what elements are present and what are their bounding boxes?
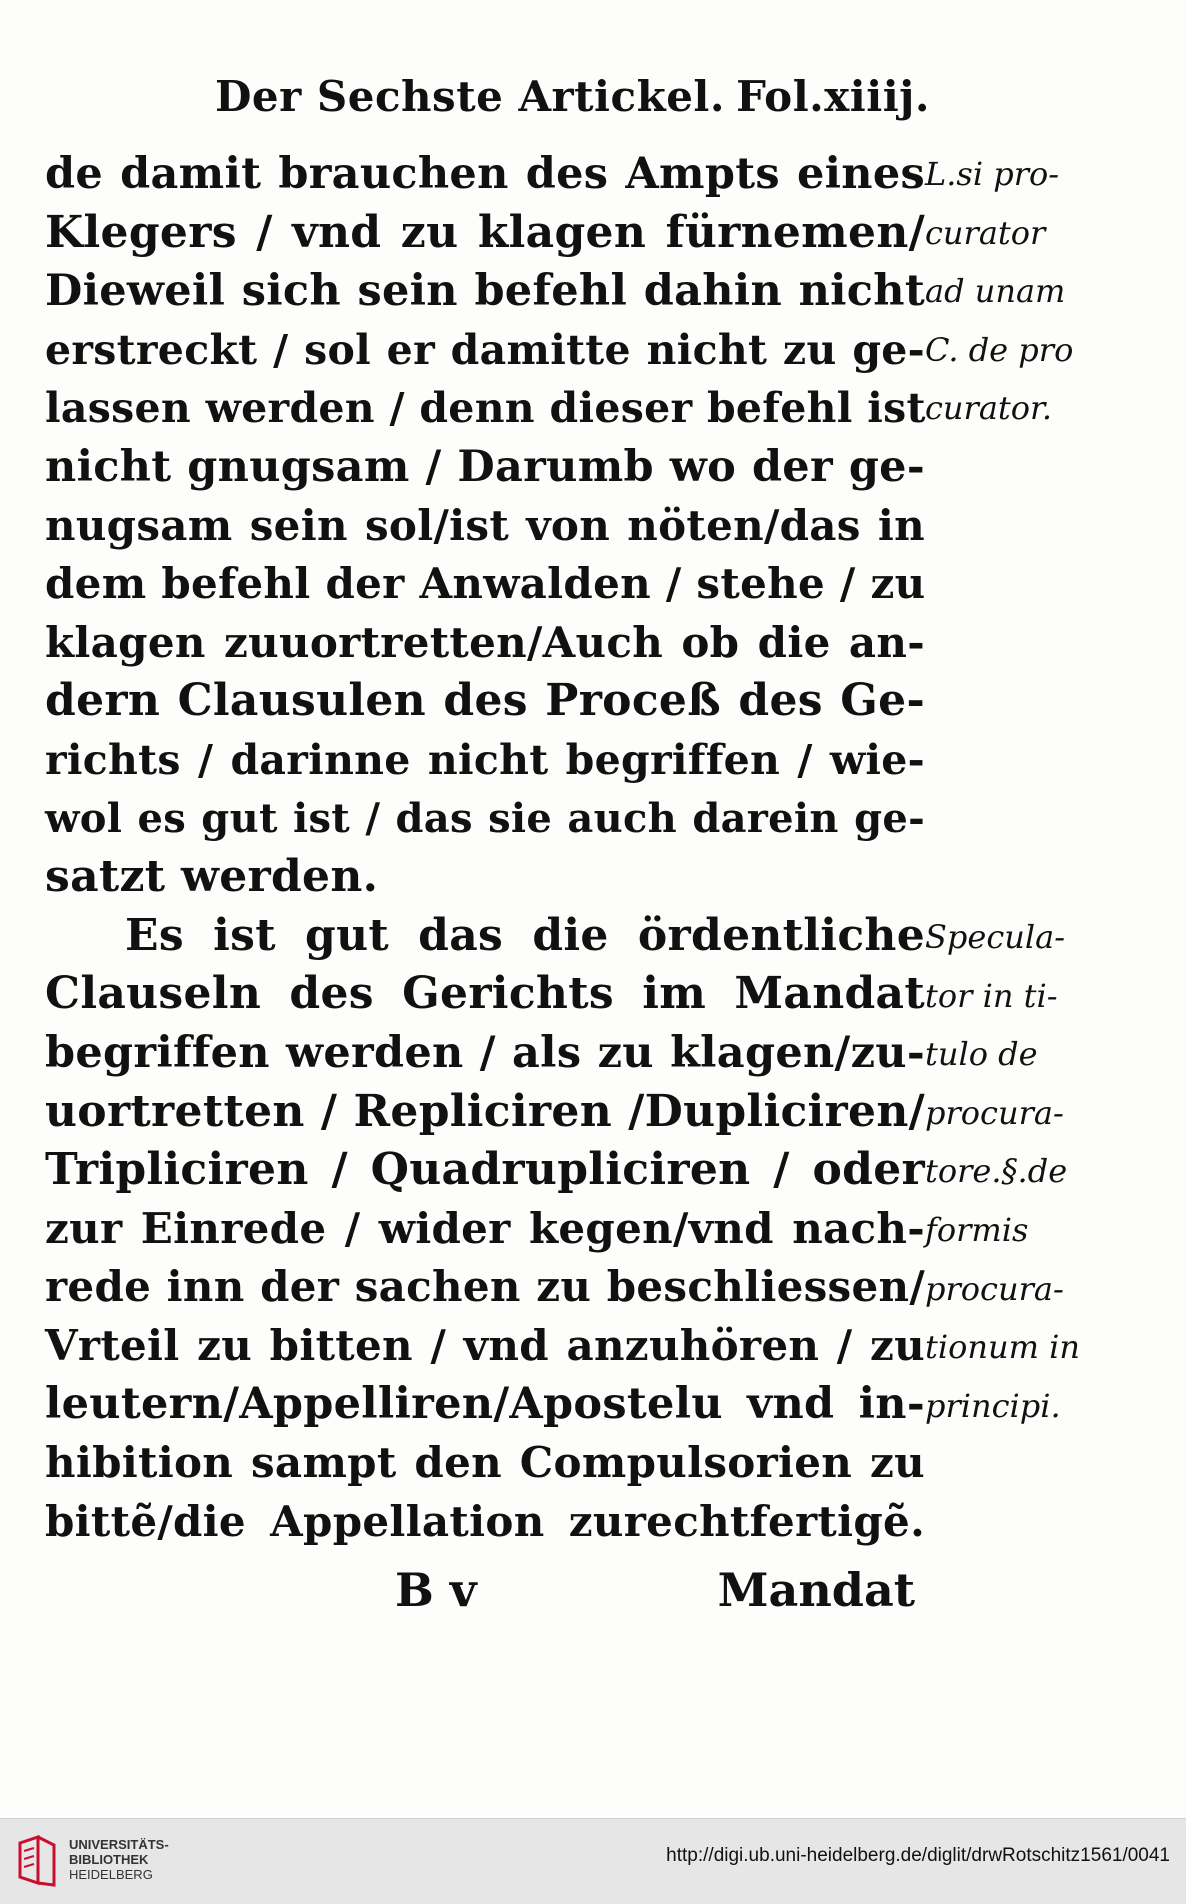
text-line: klagen zuuortretten/Auch ob die an-: [45, 617, 925, 667]
marginal-note-line: curator.: [925, 389, 1052, 428]
marginal-note-line: tore.§.de: [925, 1152, 1068, 1191]
text-line: rede inn der sachen zu beschliessen/: [45, 1262, 925, 1312]
text-line: dem befehl der Anwalden / stehe / zu: [45, 559, 926, 609]
text-line: Clauseln des Gerichts im Mandat: [45, 968, 925, 1020]
marginal-note-line: L.si pro-: [925, 155, 1060, 193]
text-line: uortretten / Repliciren /Dupliciren/: [45, 1085, 925, 1137]
text-line: erstreckt / sol er damitte nicht zu ge-: [45, 325, 925, 374]
text-line: satzt werden.: [45, 851, 379, 903]
catchword: Mandat: [717, 1563, 915, 1617]
footer-bar: [0, 1818, 1186, 1904]
text-line: leutern/Appelliren/Apostelu vnd in-: [45, 1379, 925, 1430]
permalink-url[interactable]: http://digi.ub.uni-heidelberg.de/diglit/drwRotschitz1561/0041: [666, 1845, 1170, 1866]
marginal-note-line: tulo de: [925, 1035, 1038, 1074]
text-line: begriffen werden / als zu klagen/zu-: [45, 1027, 925, 1078]
marginal-note-line: procura-: [925, 1093, 1064, 1132]
text-line: Tripliciren / Quadrupliciren / oder: [45, 1144, 925, 1196]
text-line: nugsam sein sol/ist von nöten/das in: [45, 500, 925, 550]
marginal-note-line: C. de pro: [925, 330, 1074, 369]
running-head-title: Der Sechste Artickel.: [215, 72, 725, 121]
marginal-note-line: principi.: [925, 1386, 1061, 1425]
marginal-note-line: tionum in: [925, 1328, 1080, 1367]
marginal-note-line: curator: [925, 213, 1046, 252]
text-line: lassen werden / denn dieser befehl ist: [45, 384, 926, 433]
paragraph-start-line: Es ist gut das die ördentliche: [125, 909, 925, 961]
logo-line-3: HEIDELBERG: [69, 1867, 153, 1882]
marginal-note-line: tor in ti-: [925, 976, 1058, 1015]
running-head: [215, 72, 930, 132]
signature-mark: B v: [395, 1563, 477, 1617]
marginal-note-1: [925, 145, 1115, 438]
text-line: bittẽ/die Appellation zurechtfertigẽ.: [45, 1496, 925, 1546]
catchword-line: [395, 1563, 915, 1623]
text-line: Vrteil zu bitten / vnd anzuhören / zu: [45, 1320, 925, 1370]
text-line: Dieweil sich sein befehl dahin nicht: [45, 266, 925, 317]
text-line: Klegers / vnd zu klagen fürnemen/: [45, 206, 925, 258]
marginal-note-2: [925, 908, 1115, 1435]
marginal-note-line: procura-: [925, 1269, 1064, 1308]
text-line: hibition sampt den Compulsorien zu: [45, 1438, 925, 1488]
marginal-note-line: Specula-: [925, 918, 1065, 956]
text-line: dern Clausulen des Proceß des Ge-: [45, 675, 925, 727]
text-line: wol es gut ist / das sie auch darein ge-: [45, 794, 925, 842]
text-line: richts / darinne nicht begriffen / wie-: [45, 735, 925, 784]
text-line: zur Einrede / wider kegen/vnd nach-: [45, 1203, 925, 1253]
text-line: nicht gnugsam / Darumb wo der ge-: [45, 441, 925, 492]
marginal-note-line: formis: [925, 1210, 1029, 1249]
main-text-block: [45, 145, 925, 1551]
text-line: de damit brauchen des Ampts eines: [45, 149, 925, 199]
library-logo-icon: [14, 1833, 60, 1889]
marginal-note-line: ad unam: [925, 272, 1066, 311]
logo-line-2: BIBLIOTHEK: [69, 1852, 149, 1867]
library-logo[interactable]: [14, 1833, 174, 1893]
library-logo-text: [69, 1837, 169, 1882]
logo-line-1: UNIVERSITÄTS-: [69, 1837, 169, 1852]
folio-number: Fol.xiiij.: [736, 72, 930, 121]
